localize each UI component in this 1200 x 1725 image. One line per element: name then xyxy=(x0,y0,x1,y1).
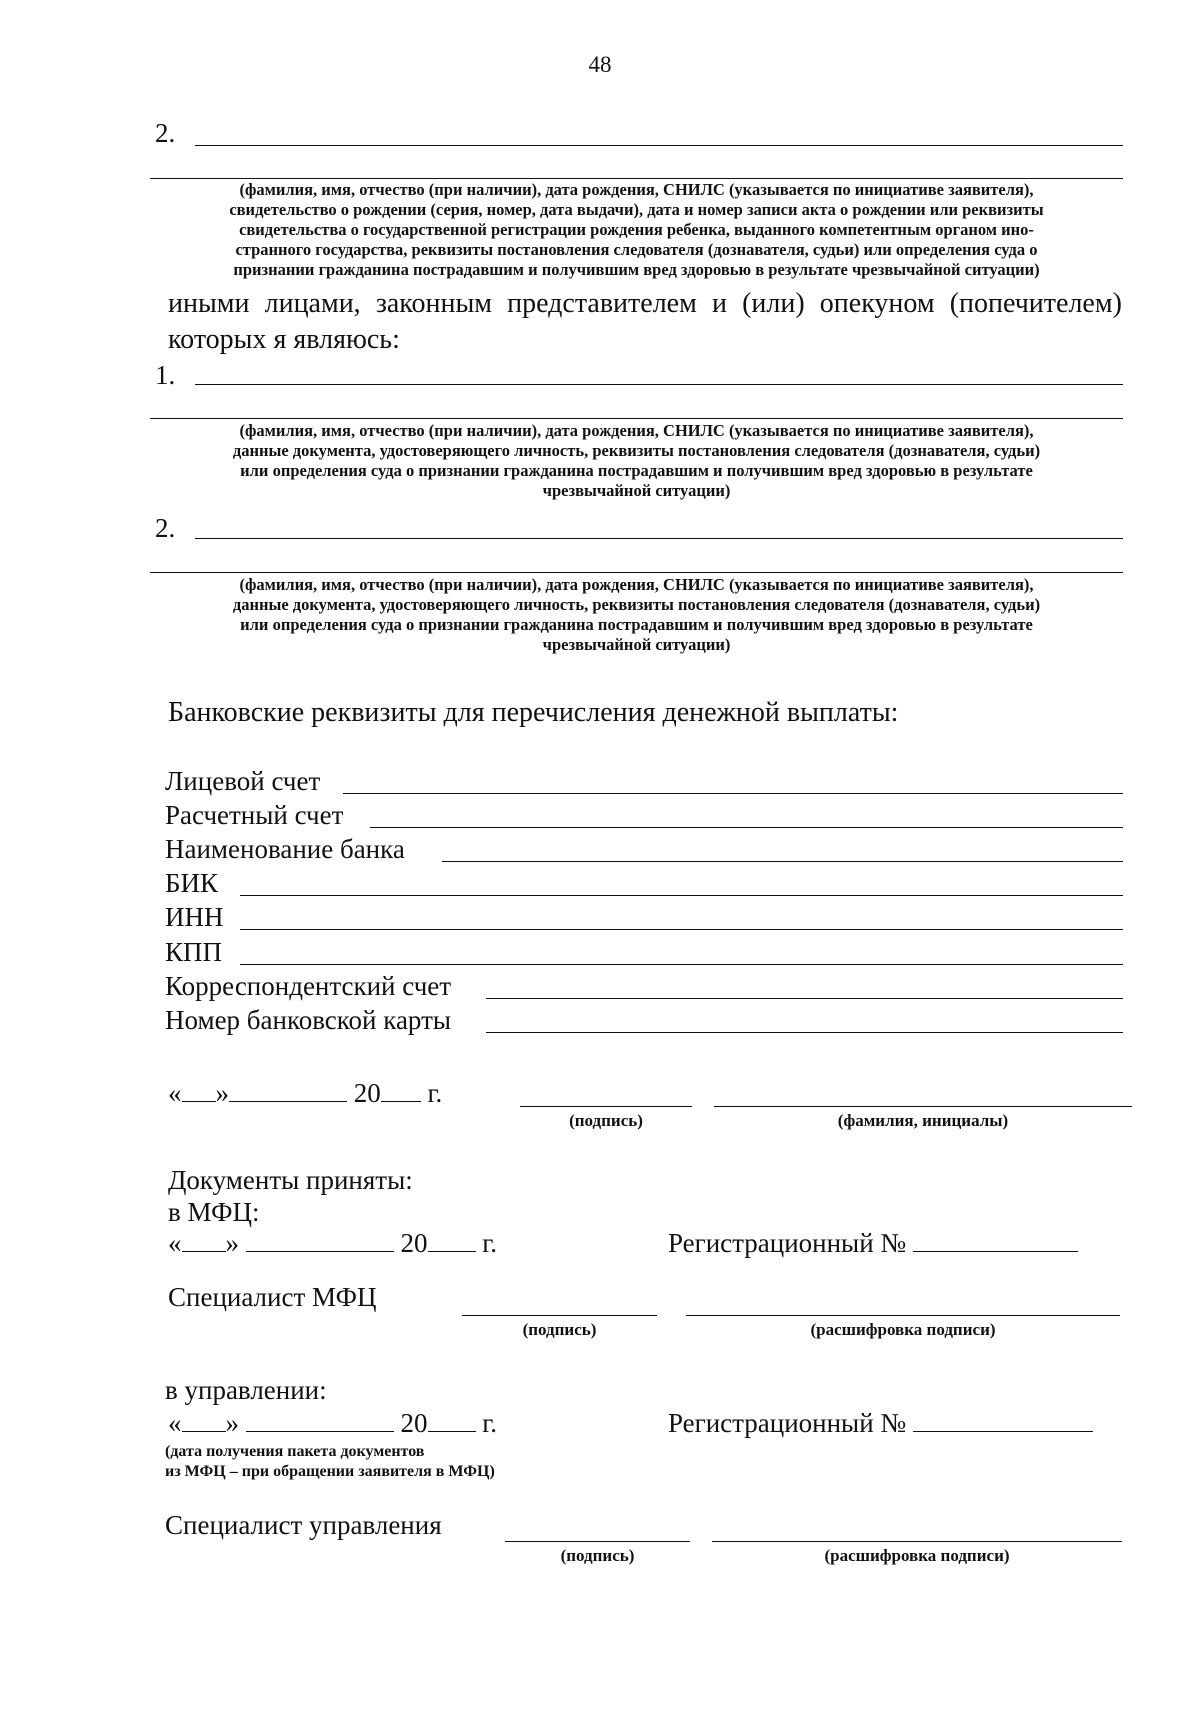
dept-note-line-2: из МФЦ – при обращении заявителя в МФЦ) xyxy=(165,1463,495,1480)
dept-signature-caption: (подпись) xyxy=(560,1546,635,1565)
other-2-entry-line-2[interactable] xyxy=(150,572,1123,573)
mfc-decode-caption: (расшифровка подписи) xyxy=(810,1320,996,1339)
other-2-entry-line[interactable] xyxy=(195,538,1123,539)
applicant-name-caption: (фамилия, инициалы) xyxy=(837,1111,1009,1130)
settlement-account-line[interactable] xyxy=(370,827,1123,828)
field-label-inn: ИНН xyxy=(165,902,224,932)
mfc-specialist-label: Специалист МФЦ xyxy=(168,1282,377,1312)
others-intro-line-2: которых я являюсь: xyxy=(168,324,400,355)
card-number-line[interactable] xyxy=(486,1032,1123,1033)
correspondent-account-line[interactable] xyxy=(486,998,1123,999)
other-1-entry-line-2[interactable] xyxy=(150,418,1123,419)
field-label-settlement-account: Расчетный счет xyxy=(165,800,344,830)
field-label-personal-account: Лицевой счет xyxy=(165,766,321,796)
dept-registration[interactable]: Регистрационный № xyxy=(668,1408,1093,1439)
field-label-bik: БИК xyxy=(165,868,219,898)
dept-note-line-1: (дата получения пакета документов xyxy=(165,1443,425,1460)
dept-specialist-signature-line[interactable] xyxy=(505,1541,690,1542)
inn-line[interactable] xyxy=(240,929,1123,930)
other-item-number-2: 2. xyxy=(155,513,176,543)
others-intro-line-1: иными лицами, законным представителем и (или) опекуном (попечителем) xyxy=(168,288,1122,319)
dept-date[interactable]: « » 20 г. xyxy=(168,1408,498,1438)
kpp-line[interactable] xyxy=(240,964,1123,965)
applicant-name-line[interactable] xyxy=(714,1106,1132,1107)
child-note: (фамилия, имя, отчество (при наличии), дата рождения, СНИЛС (указывается по инициативе заявителя), свидетельство о рождении (серия, номер, дата выдачи), дата и номер записи акта о рождении или реквизиты свидетельства о государственной регистрации рождения ребенка, выданного компетентным органом ино- странного государства, реквизиты постановления следователя (дознавателя, судьи) или определения суда о признании гражданина пострадавшим и получившим вред здоровью в результате чрезвычайной ситуации) xyxy=(229,180,1044,279)
field-label-kpp: КПП xyxy=(165,937,223,967)
bank-heading: Банковские реквизиты для перечисления денежной выплаты: xyxy=(168,697,899,728)
item-number-2: 2. xyxy=(155,118,176,148)
child-2-entry-line[interactable] xyxy=(195,145,1123,146)
bik-line[interactable] xyxy=(240,895,1123,896)
applicant-signature-line[interactable] xyxy=(520,1106,692,1107)
dept-decode-caption: (расшифровка подписи) xyxy=(824,1546,1010,1565)
bank-name-line[interactable] xyxy=(442,861,1123,862)
mfc-specialist-decode-line[interactable] xyxy=(686,1315,1120,1316)
page-number: 48 xyxy=(588,52,612,77)
applicant-signature-caption: (подпись) xyxy=(569,1111,643,1130)
mfc-date[interactable]: « » 20 г. xyxy=(168,1228,498,1258)
applicant-date[interactable]: « » 20 г. xyxy=(168,1078,443,1108)
mfc-label: в МФЦ: xyxy=(168,1197,260,1227)
personal-account-line[interactable] xyxy=(343,793,1123,794)
other-item-number-1: 1. xyxy=(155,360,176,390)
dept-specialist-decode-line[interactable] xyxy=(712,1541,1122,1542)
dept-label: в управлении: xyxy=(165,1375,327,1405)
other-2-note: (фамилия, имя, отчество (при наличии), дата рождения, СНИЛС (указывается по инициативе заявителя), данные документа, удостоверяющего личность, реквизиты постановления следователя (дознавателя, судьи) или определения суда о признании гражданина пострадавшим и получившим вред здоровью в результате чрезвычайной ситуации) xyxy=(232,575,1041,654)
field-label-correspondent-account: Корреспондентский счет xyxy=(165,971,452,1001)
other-1-entry-line[interactable] xyxy=(195,384,1123,385)
accepted-heading: Документы приняты: xyxy=(168,1165,413,1195)
field-label-bank-name: Наименование банка xyxy=(165,834,405,864)
mfc-registration[interactable]: Регистрационный № xyxy=(668,1228,1078,1259)
mfc-signature-caption: (подпись) xyxy=(522,1320,597,1339)
dept-specialist-label: Специалист управления xyxy=(165,1510,442,1540)
field-label-card-number: Номер банковской карты xyxy=(165,1005,452,1035)
child-2-entry-line-2[interactable] xyxy=(150,178,1123,179)
mfc-specialist-signature-line[interactable] xyxy=(462,1315,657,1316)
other-1-note: (фамилия, имя, отчество (при наличии), дата рождения, СНИЛС (указывается по инициативе заявителя), данные документа, удостоверяющего личность, реквизиты постановления следователя (дознавателя, судьи) или определения суда о признании гражданина пострадавшим и получившим вред здоровью в результате чрезвычайной ситуации) xyxy=(232,421,1041,500)
